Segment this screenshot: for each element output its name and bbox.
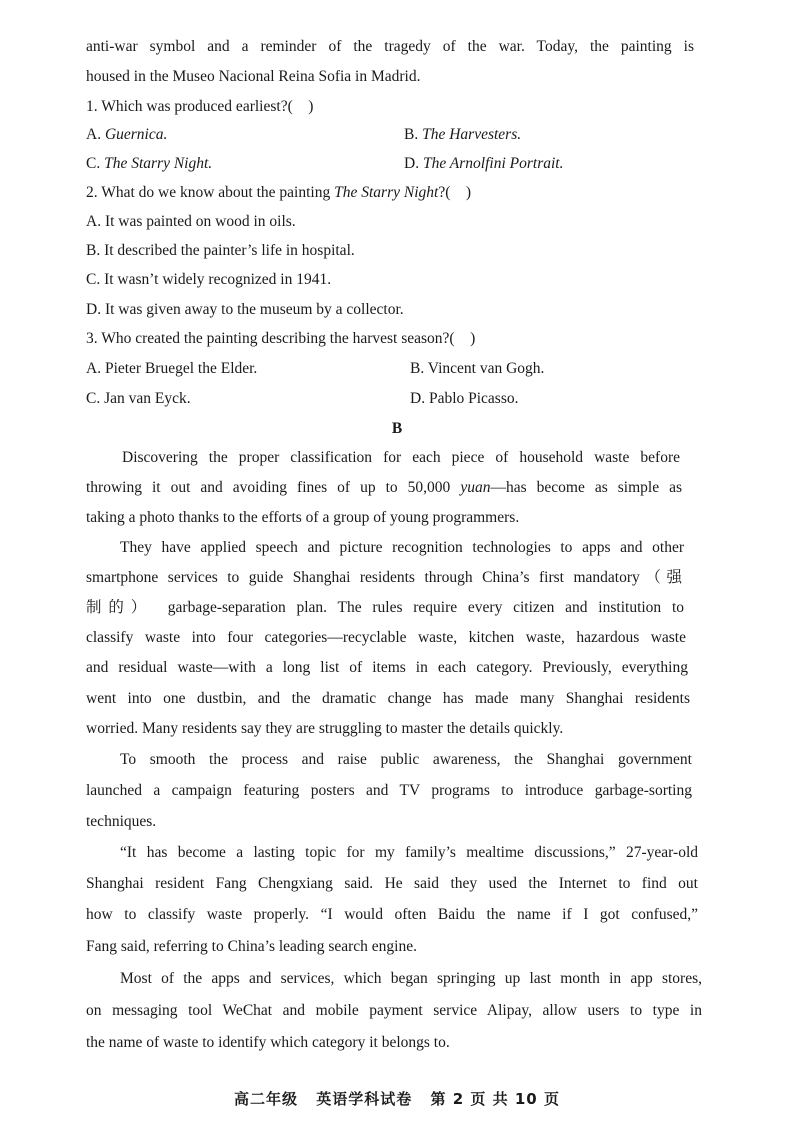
paragraph-line: and residual waste—with a long list of items in each category. Previously, everything — [86, 659, 688, 676]
paragraph-line: the name of waste to identify which category it belongs to. — [86, 1034, 450, 1051]
paragraph-line: Discovering the proper classification for each piece of household waste before — [122, 449, 680, 466]
paragraph-line: Most of the apps and services, which began springing up last month in app stores, — [120, 970, 702, 987]
question-2-option-d: D. It was given away to the museum by a collector. — [86, 301, 404, 318]
paragraph-line: techniques. — [86, 813, 157, 830]
question-3-option-d: D. Pablo Picasso. — [410, 390, 519, 407]
paragraph-line: To smooth the process and raise public awareness, the Shanghai government — [120, 751, 692, 768]
paragraph-line: how to classify waste properly. “I would often Baidu the name if I got confused,” — [86, 906, 698, 923]
footer-subject: 英语学科试卷 — [316, 1090, 413, 1108]
question-3-option-b: B. Vincent van Gogh. — [410, 360, 545, 377]
paragraph-line: launched a campaign featuring posters and TV programs to introduce garbage-sorting — [86, 782, 692, 799]
question-2-option-b: B. It described the painter’s life in hospital. — [86, 242, 355, 259]
question-2-stem: 2. What do we know about the painting The Starry Night?( ) — [86, 184, 472, 201]
paragraph-line: worried. Many residents say they are struggling to master the details quickly. — [86, 720, 564, 737]
paragraph-line: Shanghai resident Fang Chengxiang said. He said they used the Internet to find out — [86, 875, 698, 892]
question-1-option-d: D. The Arnolfini Portrait. — [404, 155, 564, 172]
paragraph-line: throwing it out and avoiding fines of up to 50,000 yuan—has become as simple as — [86, 479, 682, 496]
paragraph-line: on messaging tool WeChat and mobile payment service Alipay, allow users to type in — [86, 1002, 702, 1019]
page-footer — [0, 1088, 794, 1110]
paragraph-line: taking a photo thanks to the efforts of a group of young programmers. — [86, 509, 520, 526]
question-1-option-b: B. The Harvesters. — [404, 126, 522, 143]
question-2-option-c: C. It wasn’t widely recognized in 1941. — [86, 271, 332, 288]
paragraph-line: smartphone services to guide Shanghai residents through China’s first mandatory（强 — [86, 569, 682, 586]
footer-page-number: 第 2 页 共 10 页 — [430, 1090, 560, 1108]
section-b-heading: B — [391, 420, 403, 437]
paragraph-line: They have applied speech and picture recognition technologies to apps and other — [120, 539, 684, 556]
paragraph-line: classify waste into four categories—recyclable waste, kitchen waste, hazardous waste — [86, 629, 686, 646]
question-3-stem: 3. Who created the painting describing the harvest season?( ) — [86, 330, 476, 347]
question-3-option-c: C. Jan van Eyck. — [86, 390, 191, 407]
passage-a-line: housed in the Museo Nacional Reina Sofia in Madrid. — [86, 68, 421, 85]
question-3-option-a: A. Pieter Bruegel the Elder. — [86, 360, 258, 377]
footer-grade: 高二年级 — [234, 1090, 299, 1108]
question-1-option-a: A. Guernica. — [86, 126, 168, 143]
paragraph-line: “It has become a lasting topic for my family’s mealtime discussions,” 27-year-old — [120, 844, 698, 861]
paragraph-line: went into one dustbin, and the dramatic change has made many Shanghai residents — [86, 690, 690, 707]
question-1-stem: 1. Which was produced earliest?( ) — [86, 98, 314, 115]
paragraph-line: 制的） garbage-separation plan. The rules require every citizen and institution to — [86, 599, 684, 616]
question-1-option-c: C. The Starry Night. — [86, 155, 213, 172]
passage-a-line: anti-war symbol and a reminder of the tragedy of the war. Today, the painting is — [86, 38, 694, 55]
paragraph-line: Fang said, referring to China’s leading search engine. — [86, 938, 417, 955]
question-2-option-a: A. It was painted on wood in oils. — [86, 213, 296, 230]
